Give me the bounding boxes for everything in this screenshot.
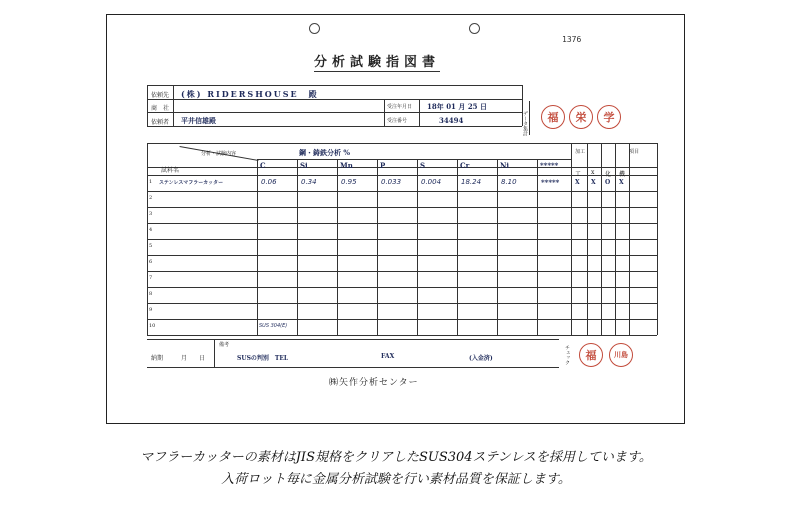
element-value: ***** <box>541 178 560 187</box>
row-number: 2 <box>149 195 153 201</box>
element-header: C <box>260 161 266 170</box>
remarks-label: 備考 <box>219 342 230 348</box>
order-no-label: 受注番号 <box>387 118 408 124</box>
company-label: 商 社 <box>151 105 170 112</box>
element-header: Ni <box>500 161 510 170</box>
month-label: 月 <box>181 355 188 362</box>
requester-label: 依頼者 <box>151 119 170 126</box>
analysis-order-form <box>119 23 672 395</box>
punch-hole-icon <box>309 23 320 34</box>
delivery-label: 納期 <box>151 355 164 362</box>
seal-stamp: 福 <box>579 343 603 367</box>
row-number: 4 <box>149 227 153 233</box>
element-value: 0.033 <box>381 178 402 186</box>
flag-header: 工 <box>575 171 582 178</box>
element-header: Mn <box>340 161 353 170</box>
form-title: 分析試験指図書 <box>314 51 440 72</box>
row-number: 8 <box>149 291 153 297</box>
received-date: 18年 01 月 25 日 <box>427 102 487 111</box>
analysis-type: 鋼・鋳鉄分析 % <box>299 148 351 157</box>
client-name: (株) RIDERSHOUSE 殿 <box>181 89 319 99</box>
payment-status: (入金済) <box>469 355 493 362</box>
row-number: 1 <box>149 179 153 185</box>
element-header: ***** <box>540 161 559 170</box>
document-image-frame <box>106 14 685 424</box>
sample-name-label: 試料名 <box>161 167 180 174</box>
seal-stamp: 福 <box>541 105 565 129</box>
row-number: 5 <box>149 243 153 249</box>
flag-value: O <box>605 179 611 186</box>
document-number: 1376 <box>562 35 582 44</box>
element-value: 0.95 <box>341 178 357 186</box>
row-number: 3 <box>149 211 153 217</box>
order-number: 34494 <box>439 116 464 125</box>
analysis-content-label: 分析・試験内容 <box>201 151 237 157</box>
punch-hole-icon <box>469 23 480 34</box>
seal-stamp: 川島 <box>609 343 633 367</box>
client-label: 依頼先 <box>151 92 170 99</box>
processing-label: 加工 <box>575 149 586 155</box>
day-label: 日 <box>199 355 206 362</box>
flag-header: 化 <box>605 171 612 178</box>
remarks-text: SUSの判別 TEL <box>237 355 289 362</box>
row-number: 9 <box>149 307 153 313</box>
seal-stamp: 学 <box>597 105 621 129</box>
element-value: 8.10 <box>501 178 517 186</box>
row-number: 10 <box>149 323 156 329</box>
flag-value: X <box>619 179 624 186</box>
caption-line-2: 入荷ロット毎に金属分析試験を行い素材品質を保証します。 <box>221 472 571 487</box>
flag-value: X <box>575 179 580 186</box>
element-value: 18.24 <box>461 178 482 186</box>
caption-line-1: マフラーカッターの素材はJIS規格をクリアしたSUS304ステンレスを採用しています。 <box>140 450 652 465</box>
data-label: データ集計 <box>522 111 528 136</box>
row-number: 6 <box>149 259 153 265</box>
sample-name: ステンレスマフラーカッター <box>159 180 224 186</box>
row-number: 7 <box>149 275 153 281</box>
element-value: 0.004 <box>421 178 442 186</box>
check-label: チェック <box>564 345 570 365</box>
received-date-label: 受注年月日 <box>387 104 413 110</box>
seal-stamp: 栄 <box>569 105 593 129</box>
element-header: S <box>420 161 426 170</box>
element-value: 0.34 <box>301 178 317 186</box>
flag-value: X <box>591 179 596 186</box>
element-header: Si <box>300 161 308 170</box>
fax-label: FAX <box>381 353 395 360</box>
row10-note: SUS 304(E) <box>259 323 288 329</box>
element-value: 0.06 <box>261 178 277 186</box>
element-header: Cr <box>460 161 470 170</box>
requester-name: 平井信雄殿 <box>181 116 216 125</box>
analysis-center-name: ㈱矢作分析センター <box>329 378 419 388</box>
item-label: 項目 <box>629 149 640 155</box>
flag-header: x <box>591 169 595 176</box>
flag-header: 機 <box>619 171 626 178</box>
element-header: P <box>380 161 386 170</box>
